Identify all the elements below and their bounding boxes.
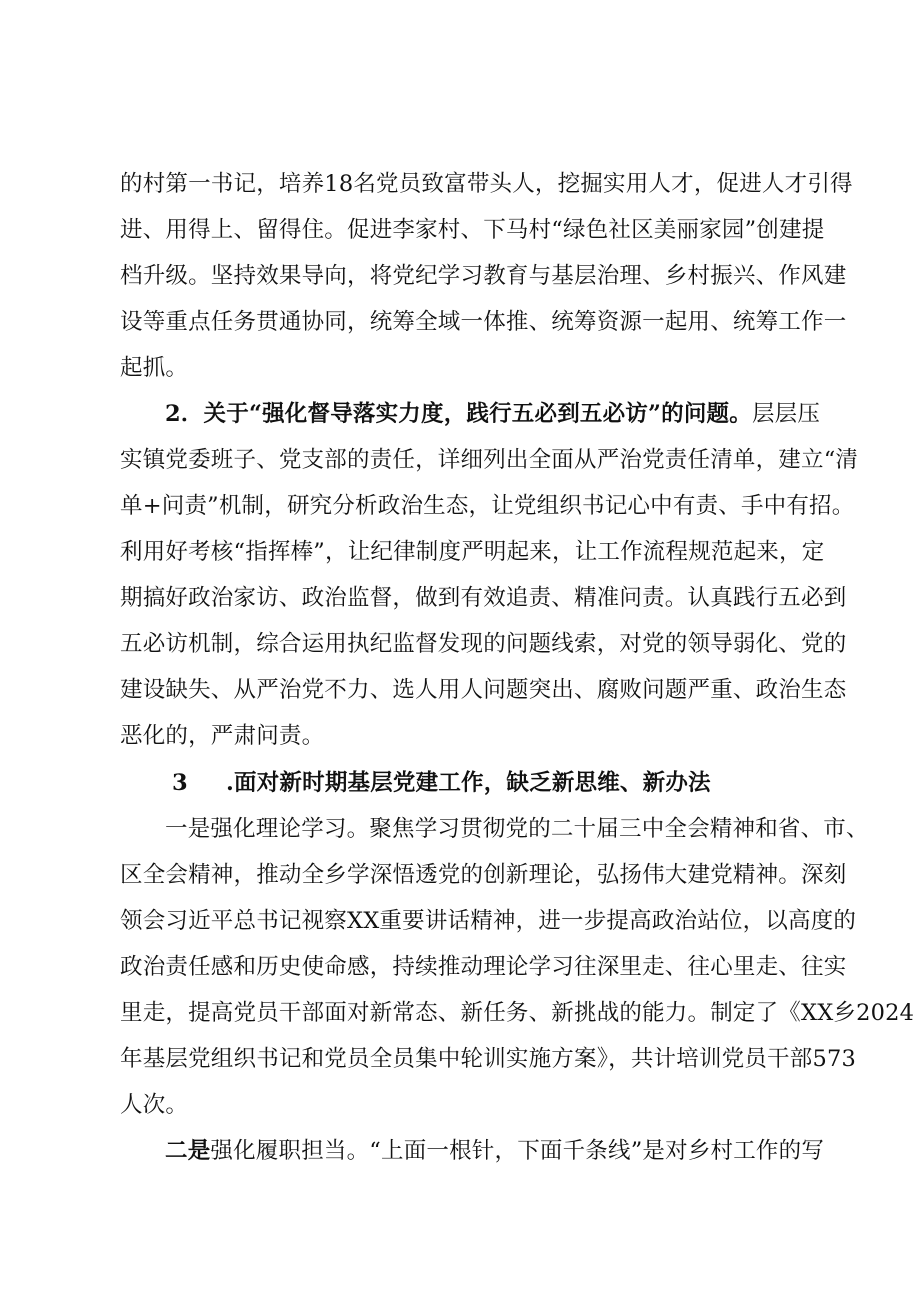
paragraph2-line-6: 五必访机制，综合运用执纪监督发现的问题线索，对党的领导弱化、党的 xyxy=(120,631,847,657)
paragraph3-line-2: 区全会精神，推动全乡学深悟透党的创新理论，弘扬伟大建党精神。深刻 xyxy=(120,862,847,888)
paragraph2-line-8: 恶化的，严肃问责。 xyxy=(120,723,325,749)
paragraph2-line-3: 单+问责”机制，研究分析政治生态，让党组织书记心中有责、手中有招。 xyxy=(120,493,855,519)
paragraph1-line-5: 起抓。 xyxy=(120,355,189,381)
paragraph1-line-1: 的村第一书记，培养18名党员致富带头人，挖掘实用人才，促进人才引得 xyxy=(120,171,853,197)
paragraph3-line-4: 政治责任感和历史使命感，持续推动理论学习往深里走、往心里走、往实 xyxy=(120,954,847,980)
paragraph4-line-1 xyxy=(165,1133,825,1169)
paragraph2-line-5: 期搞好政治家访、政治监督，做到有效追责、精准问责。认真践行五必到 xyxy=(120,585,847,611)
paragraph2-line-1 xyxy=(165,396,820,432)
paragraph1-line-2: 进、用得上、留得住。促进李家村、下马村“绿色社区美丽家园”创建提 xyxy=(120,217,825,243)
section3-number: 3 xyxy=(172,770,188,796)
paragraph3-line-1: 一是强化理论学习。聚焦学习贯彻党的二十届三中全会精神和省、市、 xyxy=(165,816,869,842)
paragraph3-line-6: 年基层党组织书记和党员全员集中轮训实施方案》，共计培训党员干部573 xyxy=(120,1046,856,1072)
paragraph2-line1-tail: 层层压 xyxy=(751,401,821,427)
paragraph3-line-5: 里走，提高党员干部面对新常态、新任务、新挑战的能力。制定了《XX乡2024 xyxy=(120,1000,915,1026)
section3-title: .面对新时期基层党建工作，缺乏新思维、新办法 xyxy=(226,770,711,796)
paragraph3-line-7: 人次。 xyxy=(120,1092,189,1118)
paragraph2-line-2: 实镇党委班子、党支部的责任，详细列出全面从严治党责任清单，建立“清 xyxy=(120,447,859,473)
paragraph4-lead: 二是 xyxy=(165,1138,211,1164)
paragraph1-line-4: 设等重点任务贯通协同，统筹全域一体推、统筹资源一起用、统筹工作一 xyxy=(120,309,847,335)
paragraph1-line-3: 档升级。坚持效果导向，将党纪学习教育与基层治理、乡村振兴、作风建 xyxy=(120,263,847,289)
paragraph4-text: 强化履职担当。“上面一根针，下面千条线”是对乡村工作的写 xyxy=(210,1138,825,1164)
paragraph2-heading: 2．关于“强化督导落实力度，践行五必到五必访”的问题。 xyxy=(165,401,752,427)
paragraph3-line-3: 领会习近平总书记视察XX重要讲话精神，进一步提高政治站位，以高度的 xyxy=(120,908,857,934)
paragraph2-line-7: 建设缺失、从严治党不力、选人用人问题突出、腐败问题严重、政治生态 xyxy=(120,677,847,703)
paragraph2-line-4: 利用好考核“指挥棒”，让纪律制度严明起来，让工作流程规范起来，定 xyxy=(120,539,825,565)
